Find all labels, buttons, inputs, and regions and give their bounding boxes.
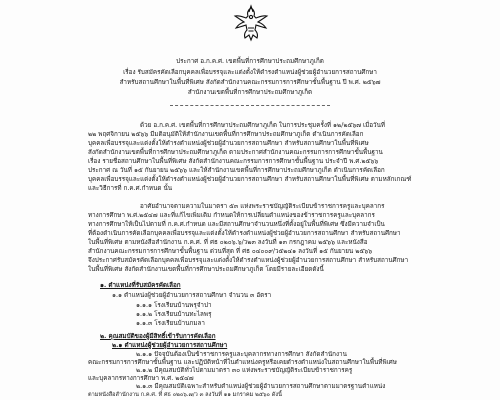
paragraph-line: ทางการศึกษา พ.ศ.๒๕๔๗ และที่แก้ไขเพิ่มเติม กำหนดให้การเปลี่ยนตำแหน่งของข้าราชการครูและบุคลากร <box>88 212 375 219</box>
paragraph-line: บุคคลเพื่อบรรจุและแต่งตั้งให้ดำรงตำแหน่งผู้ช่วยผู้อำนวยการสถานศึกษา สำหรับสถานศึกษาในพื้นที่พิเศษ ตามหลักเกณฑ์ <box>88 176 412 183</box>
paragraph-line: เรื่อง รายชื่อสถานศึกษาในพื้นที่พิเศษ สังกัดสำนักงานคณะกรรมการการศึกษาขั้นพื้นฐาน ประจำปี พ.ศ.๒๕๖๖ <box>88 158 379 165</box>
paragraph-line: สำนักงานคณะกรรมการการศึกษาขั้นพื้นฐาน ด่วนที่สุด ที่ ศธ ๐๔๐๐๙/ว๕๒๔๑ ลงวันที่ ๑๕ กันยายน ๒๕๖๖ <box>88 248 373 255</box>
position-item: ๑.๑ ตำแหน่งผู้ช่วยผู้อำนวยการสถานศึกษา จำนวน ๓ อัตรา <box>112 292 272 299</box>
paragraph-line: บุคคลเพื่อบรรจุและแต่งตั้งให้ดำรงตำแหน่งผู้ช่วยผู้อำนวยการสถานศึกษา สำหรับสถานศึกษาในพื้นที่พิเศษ <box>88 140 369 147</box>
paragraph-line: ในพื้นที่พิเศษ สังกัดสำนักงานเขตพื้นที่การศึกษาประถมศึกษาภูเก็ต โดยมีรายละเอียดดังนี้ <box>88 266 324 273</box>
divider <box>170 105 330 107</box>
paragraph-line: และวิธีการที่ ก.ค.ศ.กำหนด นั้น <box>88 185 173 192</box>
school-item: ๑.๑.๓ โรงเรียนบ้านกมลา <box>136 320 205 327</box>
qualification-line: และบุคลากรทางการศึกษา พ.ศ. ๒๕๔๗ <box>88 375 194 382</box>
paragraph-line: ๒๒ พฤศจิกายน ๒๕๖๖ มีมติอนุมัติให้สำนักงานเขตพื้นที่การศึกษาประถมศึกษาภูเก็ต ดำเนินการคัดเลือก <box>88 131 364 138</box>
paragraph-line: ด้วย อ.ก.ค.ศ. เขตพื้นที่การศึกษาประถมศึกษาภูเก็ต ในการประชุมครั้งที่ ๑๒/๒๕๖๗ เมื่อวันที่ <box>140 122 386 129</box>
qualification-line: ๒.๑.๓ มีคุณสมบัติเฉพาะสำหรับตำแหน่งผู้ช่วยผู้อำนวยการสถานศึกษาตามมาตรฐานตำแหน่ง <box>136 383 386 390</box>
paragraph-line: ประกาศ ณ วันที่ ๑๕ กันยายน ๒๕๖๖ และให้สำนักงานเขตพื้นที่การศึกษาประถมศึกษาภูเก็ต ดำเนินการคัดเลือก <box>88 167 385 174</box>
paragraph-line: ในพื้นที่พิเศษ ตามหนังสือสำนักงาน ก.ค.ศ. ที่ ศธ ๐๒๐๖.๖/ว๒๓ ลงวันที่ ๑๓ กรกฎาคม ๒๕๖๖ และหนังสือ <box>88 239 368 246</box>
qualification-line: คณะกรรมการการศึกษาขั้นพื้นฐาน และปฏิบัติหน้าที่ในตำแหน่งครูหรือเคยดำรงตำแหน่งในสถานศึกษาในพื้นที่พิเศษ <box>88 359 397 366</box>
announcement-office: สำนักงานเขตพื้นที่การศึกษาประถมศึกษาภูเก็ต <box>187 89 313 96</box>
paragraph-line: จึงประกาศรับสมัครคัดเลือกบุคคลเพื่อบรรจุและแต่งตั้งให้ดำรงตำแหน่งผู้ช่วยผู้อำนวยการสถานศึกษา สำหรับสถานศึกษา <box>88 257 409 264</box>
school-item: ๑.๑.๑ โรงเรียนบ้านพรุจำปา <box>136 302 212 309</box>
section-1-heading: ๑. ตำแหน่งที่รับสมัครคัดเลือก <box>100 282 181 289</box>
paragraph-line: ทางการศึกษาให้เป็นไปตามที่ ก.ค.ศ.กำหนด และมีสถานศึกษาจำนวนหนึ่งที่ตั้งอยู่ในพื้นที่พิเศษ ซึ่งมีความจำเป็น <box>88 221 385 228</box>
qualification-line: ๒.๑.๑ ปัจจุบันต้องเป็นข้าราชการครูและบุคลากรทางการศึกษา สังกัดสำนักงาน <box>136 351 347 358</box>
qualification-line: ๒.๑.๒ มีคุณสมบัติทั่วไปตามมาตรา ๓๐ แห่งพระราชบัญญัติระเบียบข้าราชการครู <box>136 367 353 374</box>
school-item: ๑.๑.๒ โรงเรียนบ้านทะไลพรุ <box>136 311 212 318</box>
section-2-subheading: ๒.๑ ตำแหน่งผู้ช่วยผู้อำนวยการสถานศึกษา <box>112 342 228 349</box>
announcement-subject: เรื่อง รับสมัครคัดเลือกบุคคลเพื่อบรรจุและแต่งตั้งให้ดำรงตำแหน่งผู้ช่วยผู้อำนวยการสถานศึกษา <box>123 69 377 76</box>
paragraph-line: สังกัดสำนักงานเขตพื้นที่การศึกษาประถมศึกษาภูเก็ต ตามประกาศสำนักงานคณะกรรมการการศึกษาขั้นพื้นฐาน <box>88 149 383 156</box>
section-2-heading: ๒. คุณสมบัติของผู้มีสิทธิ์เข้ารับการคัดเลือก <box>100 333 216 340</box>
qualification-line: ตามหนังสือสำนักงาน ก.ค.ศ. ที่ ศธ ๐๒๐๖.๗/ว ๓ ลงวันที่ ๑๑ มกราคม ๒๕๖๐ ดังนี้ <box>88 392 282 398</box>
garuda-emblem-icon <box>232 4 270 44</box>
paragraph-line: อาศัยอำนาจตามความในมาตรา ๕๓ แห่งพระราชบัญญัติระเบียบข้าราชการครูและบุคลากร <box>140 203 385 210</box>
announcement-subject-cont: สำหรับสถานศึกษาในพื้นที่พิเศษ สังกัดสำนักงานคณะกรรมการการศึกษาขั้นพื้นฐาน ปี พ.ศ. ๒๕๖๗ <box>119 79 381 86</box>
announcement-title: ประกาศ อ.ก.ค.ศ. เขตพื้นที่การศึกษาประถมศึกษาภูเก็ต <box>176 58 324 65</box>
paragraph-line: ที่ต้องดำเนินการคัดเลือกบุคคลเพื่อบรรจุและแต่งตั้งให้ดำรงตำแหน่งผู้ช่วยผู้อำนวยการสถานศึกษา สำหรับสถานศึกษา <box>88 230 401 237</box>
